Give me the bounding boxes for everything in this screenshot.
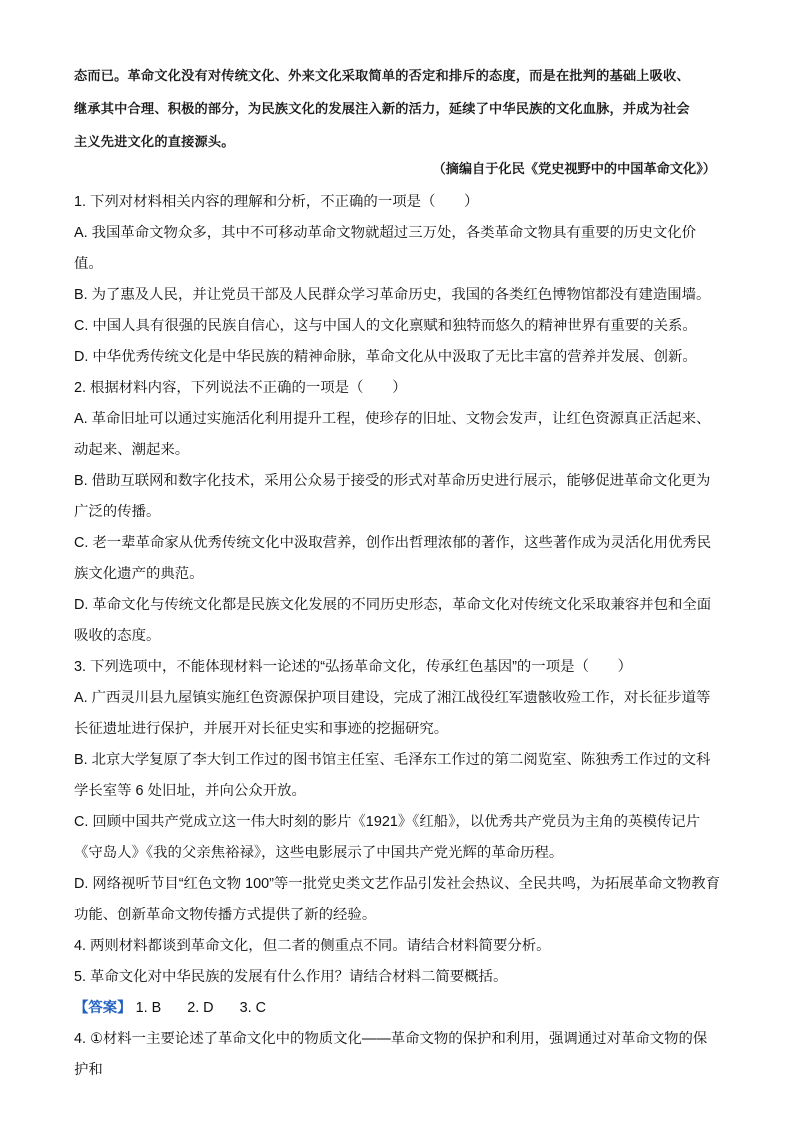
question-option: D. 网络视听节目“红色文物 100”等一批党史类文艺作品引发社会热议、全民共鸣，为拓展革命文物教育功能、创新革命文物传播方式提供了新的经验。 <box>74 876 721 923</box>
question-stem: 2. 根据材料内容，下列说法不正确的一项是（ ） <box>74 380 407 396</box>
question-option: B. 北京大学复原了李大钊工作过的图书馆主任室、毛泽东工作过的第二阅览室、陈独秀工作过的文科学长室等 6 处旧址，并向公众开放。 <box>74 752 711 799</box>
question-option: C. 中国人具有很强的民族自信心，这与中国人的文化禀赋和独特而悠久的精神世界有重要的关系。 <box>74 318 697 334</box>
question-option: A. 我国革命文物众多，其中不可移动革命文物就超过三万处，各类革命文物具有重要的历史文化价值。 <box>74 225 697 272</box>
question-1 <box>74 187 720 373</box>
question-option: B. 为了惠及人民，并让党员干部及人民群众学习革命历史，我国的各类红色博物馆都没有建造围墙。 <box>74 287 711 303</box>
passage-line: 继承其中合理、积极的部分，为民族文化的发展注入新的活力，延续了中华民族的文化血脉，并成为社会 <box>74 102 690 117</box>
question-5-stem: 5. 革命文化对中华民族的发展有什么作用？请结合材料二简要概括。 <box>74 969 508 985</box>
question-stem: 3. 下列选项中，不能体现材料一论述的“弘扬革命文化，传承红色基因”的一项是（ ） <box>74 659 633 675</box>
passage-line: 主义先进文化的直接源头。 <box>74 135 235 150</box>
question-option: B. 借助互联网和数字化技术，采用公众易于接受的形式对革命历史进行展示，能够促进革命文化更为广泛的传播。 <box>74 473 711 520</box>
question-option: D. 中华优秀传统文化是中华民族的精神命脉，革命文化从中汲取了无比丰富的营养并发展、创新。 <box>74 349 697 365</box>
question-option: C. 回顾中国共产党成立这一伟大时刻的影片《1921》《红船》，以优秀共产党员为主角的英模传记片《守岛人》《我的父亲焦裕禄》，这些电影展示了中国共产党光辉的革命历程。 <box>74 814 701 861</box>
answer-line <box>74 993 720 1024</box>
question-option: A. 广西灵川县九屋镇实施红色资源保护项目建设，完成了湘江战役红军遗骸收殓工作，对长征步道等长征遗址进行保护，并展开对长征史实和事迹的挖掘研究。 <box>74 690 711 737</box>
question-option: C. 老一辈革命家从优秀传统文化中汲取营养，创作出哲理浓郁的著作，这些著作成为灵活化用优秀民族文化遗产的典范。 <box>74 535 712 582</box>
question-option: D. 革命文化与传统文化都是民族文化发展的不同历史形态，革命文化对传统文化采取兼容并包和全面吸收的态度。 <box>74 597 712 644</box>
question-3 <box>74 652 720 931</box>
question-stem: 1. 下列对材料相关内容的理解和分析，不正确的一项是（ ） <box>74 194 479 210</box>
answer-item: 1. B <box>135 1000 162 1016</box>
passage-text <box>74 60 724 159</box>
answer-label: 【答案】 <box>74 1000 132 1016</box>
question-option: A. 革命旧址可以通过实施活化利用提升工程，使珍存的旧址、文物会发声，让红色资源真正活起来、动起来、潮起来。 <box>74 411 711 458</box>
answer-item: 2. D <box>187 1000 214 1016</box>
explanation-line: 4. ①材料一主要论述了革命文化中的物质文化——革命文物的保护和利用，强调通过对革命文物的保护和 <box>74 1031 708 1078</box>
question-2 <box>74 373 720 652</box>
passage-source: （摘编自于化民《党史视野中的中国革命文化》） <box>432 162 716 177</box>
answer-item: 3. C <box>239 1000 266 1016</box>
questions-section <box>74 187 720 1086</box>
passage-line: 态而已。革命文化没有对传统文化、外来文化采取简单的否定和排斥的态度，而是在批判的基础上吸收、 <box>74 69 690 84</box>
question-4-stem: 4. 两则材料都谈到革命文化，但二者的侧重点不同。请结合材料简要分析。 <box>74 938 551 954</box>
